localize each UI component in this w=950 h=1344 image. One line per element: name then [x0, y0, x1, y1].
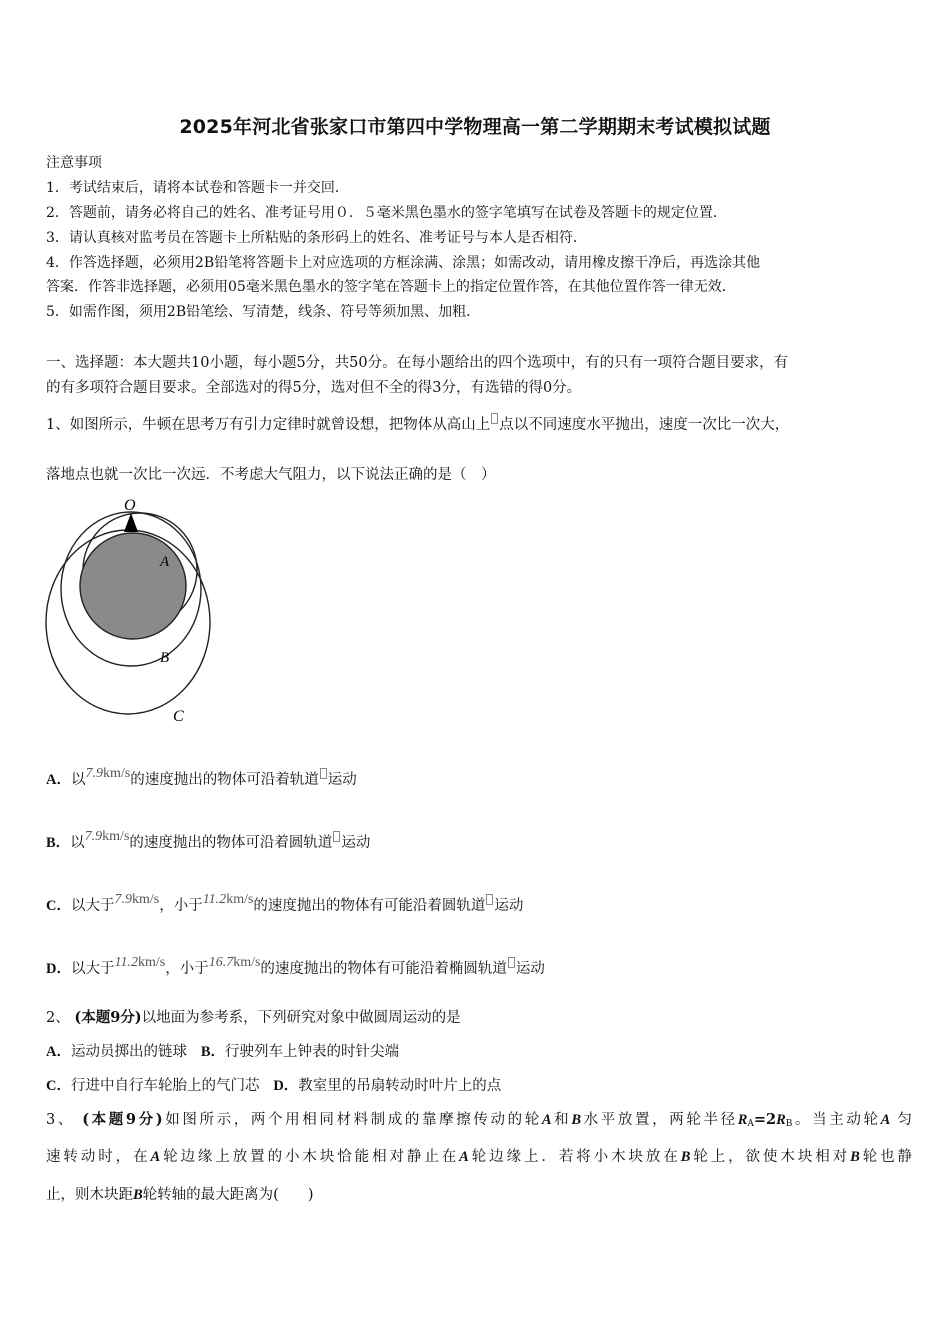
q1-option-a: A．以7.9km/s的速度抛出的物体可沿着轨道 运动 [46, 766, 357, 788]
earth [80, 533, 186, 639]
speed-value: 11.2km/s [202, 892, 254, 907]
label-a: A [160, 554, 170, 570]
speed-value: 11.2km/s [114, 955, 166, 970]
orbit-figure [40, 492, 220, 730]
q3-stem-line: 速转动时，在A轮边缘上放置的小木块恰能相对静止在A轮边缘上．若将小木块放在B轮上，欲使木块相对B轮也静 [46, 1149, 913, 1165]
q3-stem-line: 3、 (本题9分)如图所示，两个用相同材料制成的靠摩擦传动的轮A和B水平放置，两轮半径$R_A=2R_B$。当主动轮A 匀 [46, 1111, 913, 1129]
q1-option-d: D．以大于11.2km/s，小于16.7km/s的速度抛出的物体有可能沿着椭圆轨道 运动 [46, 955, 545, 977]
label-b: B [160, 650, 170, 666]
notice-item: 4．作答选择题，必须用2B铅笔将答题卡上对应选项的方框涂满、涂黑；如需改动，请用橡皮擦干净后，再选涂其他 [46, 255, 761, 271]
missing-symbol-icon [486, 894, 493, 905]
q2-options-row: A．运动员掷出的链球 B．行驶列车上钟表的时针尖端 [46, 1044, 399, 1060]
notice-item: 2．答题前，请务必将自己的姓名、准考证号用０．５毫米黑色墨水的签字笔填写在试卷及答题卡的规定位置． [46, 205, 727, 221]
notice-item: 1．考试结束后，请将本试卷和答题卡一并交回． [46, 180, 349, 196]
q1-stem-text: 点以不同速度水平抛出，速度一次比一次大， [499, 417, 790, 433]
missing-symbol-icon [320, 768, 327, 779]
section-instructions: 一、选择题：本大题共10小题，每小题5分，共50分。在每小题给出的四个选项中，有的只有一项符合题目要求，有 [46, 355, 789, 371]
speed-value: 7.9km/s [84, 829, 130, 844]
mountain [124, 513, 138, 532]
page-title: 2025年河北省张家口市第四中学物理高一第二学期期末考试模拟试题 [179, 116, 771, 138]
notice-item: 答案．作答非选择题，必须用05毫米黑色墨水的签字笔在答题卡上的指定位置作答，在其他位置作答一律无效． [46, 279, 736, 295]
missing-symbol-icon [508, 957, 515, 968]
missing-symbol-icon [491, 413, 498, 424]
speed-value: 7.9km/s [114, 892, 160, 907]
notice-item: 5．如需作图，须用2B铅笔绘、写清楚，线条、符号等须加黑、加粗． [46, 304, 481, 320]
q1-stem-text: 1、如图所示，牛顿在思考万有引力定律时就曾设想，把物体从高山上 [46, 417, 491, 433]
missing-symbol-icon [333, 831, 340, 842]
q1-option-c: C．以大于7.9km/s，小于11.2km/s的速度抛出的物体有可能沿着圆轨道 运动 [46, 892, 524, 914]
label-c: C [173, 708, 184, 725]
notice-item: 3．请认真核对监考员在答题卡上所粘贴的条形码上的姓名、准考证号与本人是否相符． [46, 230, 587, 246]
label-o: O [124, 497, 136, 514]
q2-options-row: C．行进中自行车轮胎上的气门芯 D．教室里的吊扇转动时叶片上的点 [46, 1078, 502, 1094]
q3-stem-line: 止，则木块距B轮转轴的最大距离为( ) [46, 1187, 314, 1203]
section-instructions: 的有多项符合题目要求。全部选对的得5分，选对但不全的得3分，有选错的得0分。 [46, 380, 582, 396]
q1-stem [46, 413, 912, 434]
q1-option-b: B．以7.9km/s的速度抛出的物体可沿着圆轨道 运动 [46, 829, 371, 851]
q1-stem: 落地点也就一次比一次远．不考虑大气阻力，以下说法正确的是（ ） [46, 467, 496, 483]
q2-stem: 2、 (本题9分)以地面为参考系，下列研究对象中做圆周运动的是 [46, 1009, 461, 1026]
speed-value: 16.7km/s [208, 955, 261, 970]
speed-value: 7.9km/s [85, 766, 131, 781]
notice-heading: 注意事项 [46, 155, 102, 171]
